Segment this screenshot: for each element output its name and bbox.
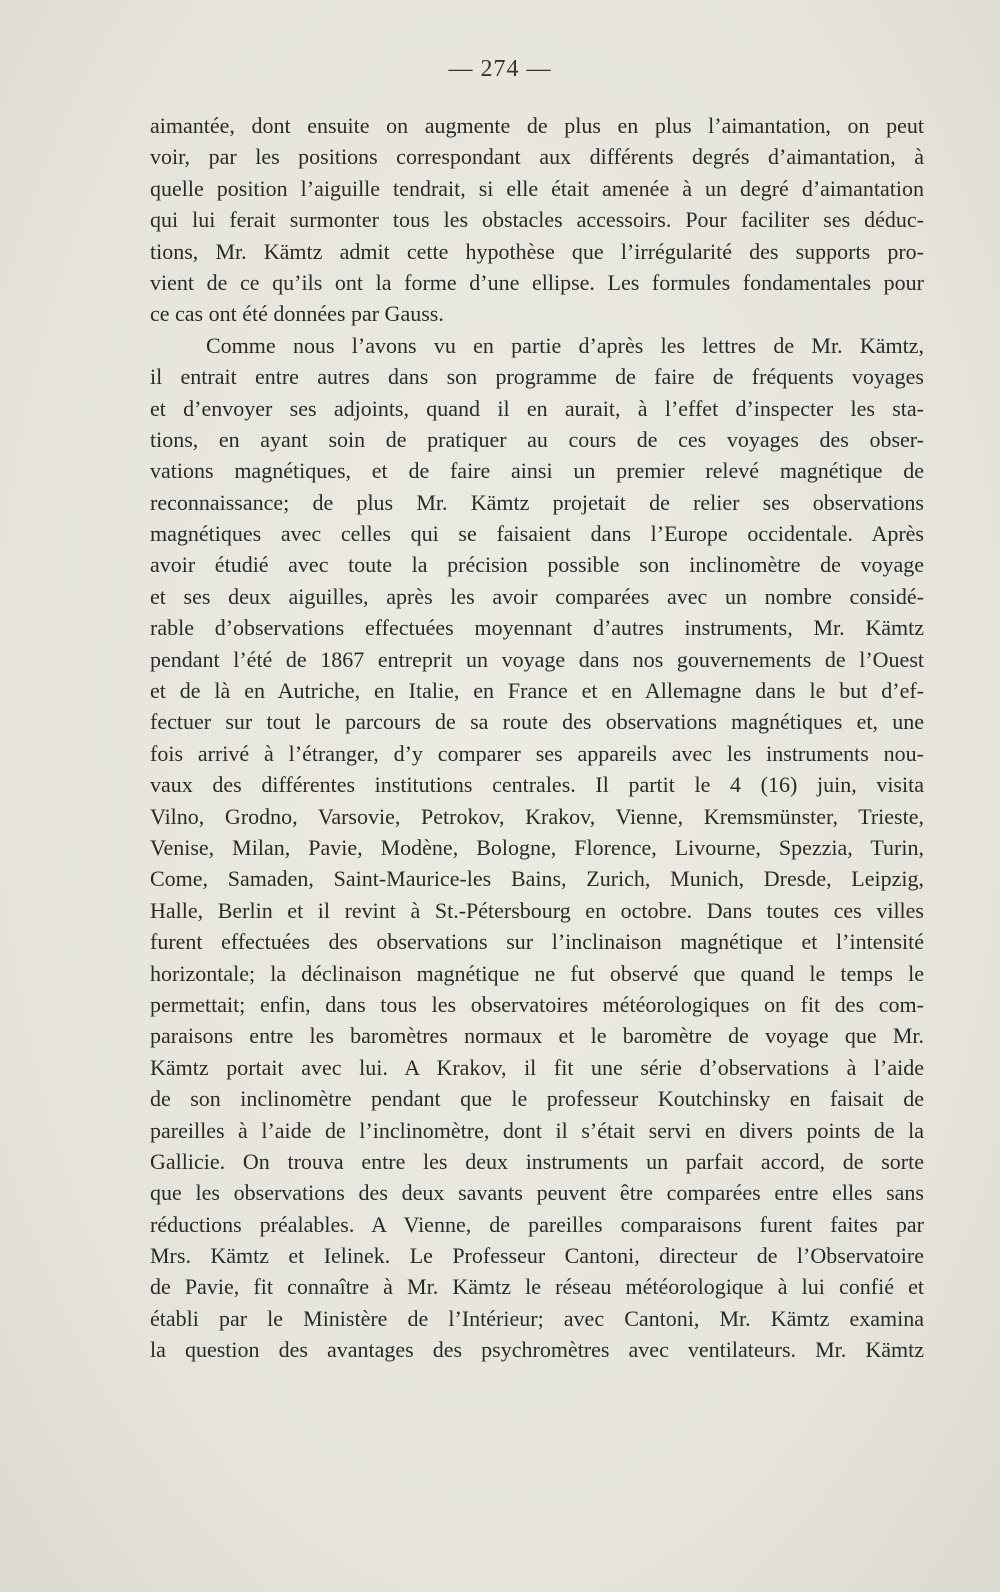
- text-line: aimantée, dont ensuite on augmente de plus en plus l’aimantation, on peut: [150, 113, 924, 138]
- text-line: Come, Samaden, Saint-Maurice-les Bains, Zurich, Munich, Dresde, Leipzig,: [150, 866, 924, 892]
- text-line: réductions préalables. A Vienne, de pareilles comparaisons furent faites par: [150, 1211, 924, 1237]
- text-line: Halle, Berlin et il revint à St.-Pétersbourg en octobre. Dans toutes ces villes: [150, 897, 924, 923]
- text-line: tions, Mr. Kämtz admit cette hypothèse que l’irrégularité des supports pro-: [150, 238, 924, 264]
- text-line: furent effectuées des observations sur l’inclinaison magnétique et l’intensité: [150, 929, 924, 955]
- text-line: et de là en Autriche, en Italie, en France et en Allemagne dans le but d’ef-: [150, 678, 924, 704]
- text-line: ce cas ont été données par Gauss.: [150, 301, 444, 327]
- text-line: tions, en ayant soin de pratiquer au cours de ces voyages des obser-: [150, 426, 924, 452]
- text-line: quelle position l’aiguille tendrait, si elle était amenée à un degré d’aimantation: [150, 175, 924, 201]
- text-line: vient de ce qu’ils ont la forme d’une ellipse. Les formules fondamentales pour: [150, 269, 924, 295]
- text-line: Venise, Milan, Pavie, Modène, Bologne, Florence, Livourne, Spezzia, Turin,: [150, 834, 924, 860]
- text-line: la question des avantages des psychromètres avec ventilateurs. Mr. Kämtz: [150, 1337, 924, 1363]
- text-line: avoir étudié avec toute la précision possible son inclinomètre de voyage: [150, 552, 924, 578]
- text-line: Comme nous l’avons vu en partie d’après les lettres de Mr. Kämtz,: [206, 332, 924, 358]
- text-line: qui lui ferait surmonter tous les obstacles accessoirs. Pour faciliter ses déduc-: [150, 207, 924, 233]
- text-line: établi par le Ministère de l’Intérieur; avec Cantoni, Mr. Kämtz examina: [150, 1305, 924, 1331]
- text-line: et ses deux aiguilles, après les avoir comparées avec un nombre considé-: [150, 583, 924, 609]
- text-line: fois arrivé à l’étranger, d’y comparer ses appareils avec les instruments nou-: [150, 740, 924, 766]
- text-line: voir, par les positions correspondant aux différents degrés d’aimantation, à: [150, 144, 924, 170]
- text-line: pareilles à l’aide de l’inclinomètre, dont il s’était servi en divers points de la: [150, 1117, 924, 1143]
- text-line: et d’envoyer ses adjoints, quand il en aurait, à l’effet d’inspecter les sta-: [150, 395, 924, 421]
- text-line: Gallicie. On trouva entre les deux instruments un parfait accord, de sorte: [150, 1148, 924, 1174]
- text-line: fectuer sur tout le parcours de sa route des observations magnétiques et, une: [150, 709, 924, 735]
- text-line: de son inclinomètre pendant que le professeur Koutchinsky en faisait de: [150, 1086, 924, 1112]
- text-line: il entrait entre autres dans son programme de faire de fréquents voyages: [150, 364, 924, 390]
- page-number: — 274 —: [448, 56, 552, 82]
- text-line: Mrs. Kämtz et Ielinek. Le Professeur Cantoni, directeur de l’Observatoire: [150, 1243, 924, 1269]
- text-line: Kämtz portait avec lui. A Krakov, il fit une série d’observations à l’aide: [150, 1054, 924, 1080]
- text-line: rable d’observations effectuées moyennant d’autres instruments, Mr. Kämtz: [150, 615, 924, 641]
- text-line: magnétiques avec celles qui se faisaient dans l’Europe occidentale. Après: [150, 521, 924, 547]
- text-line: de Pavie, fit connaître à Mr. Kämtz le réseau météorologique à lui confié et: [150, 1274, 924, 1300]
- text-line: vaux des différentes institutions centrales. Il partit le 4 (16) juin, visita: [150, 772, 924, 798]
- text-line: reconnaissance; de plus Mr. Kämtz projetait de relier ses observations: [150, 489, 924, 515]
- text-line: paraisons entre les baromètres normaux et le baromètre de voyage que Mr.: [150, 1023, 924, 1049]
- text-line: que les observations des deux savants peuvent être comparées entre elles sans: [150, 1180, 924, 1206]
- text-line: horizontale; la déclinaison magnétique ne fut observé que quand le temps le: [150, 960, 924, 986]
- text-line: Vilno, Grodno, Varsovie, Petrokov, Krakov, Vienne, Kremsmünster, Trieste,: [150, 803, 924, 829]
- text-line: pendant l’été de 1867 entreprit un voyage dans nos gouvernements de l’Ouest: [150, 646, 924, 672]
- text-line: vations magnétiques, et de faire ainsi un premier relevé magnétique de: [150, 458, 924, 484]
- body-text: [150, 110, 924, 1366]
- text-line: permettait; enfin, dans tous les observatoires météorologiques on fit des com-: [150, 991, 924, 1017]
